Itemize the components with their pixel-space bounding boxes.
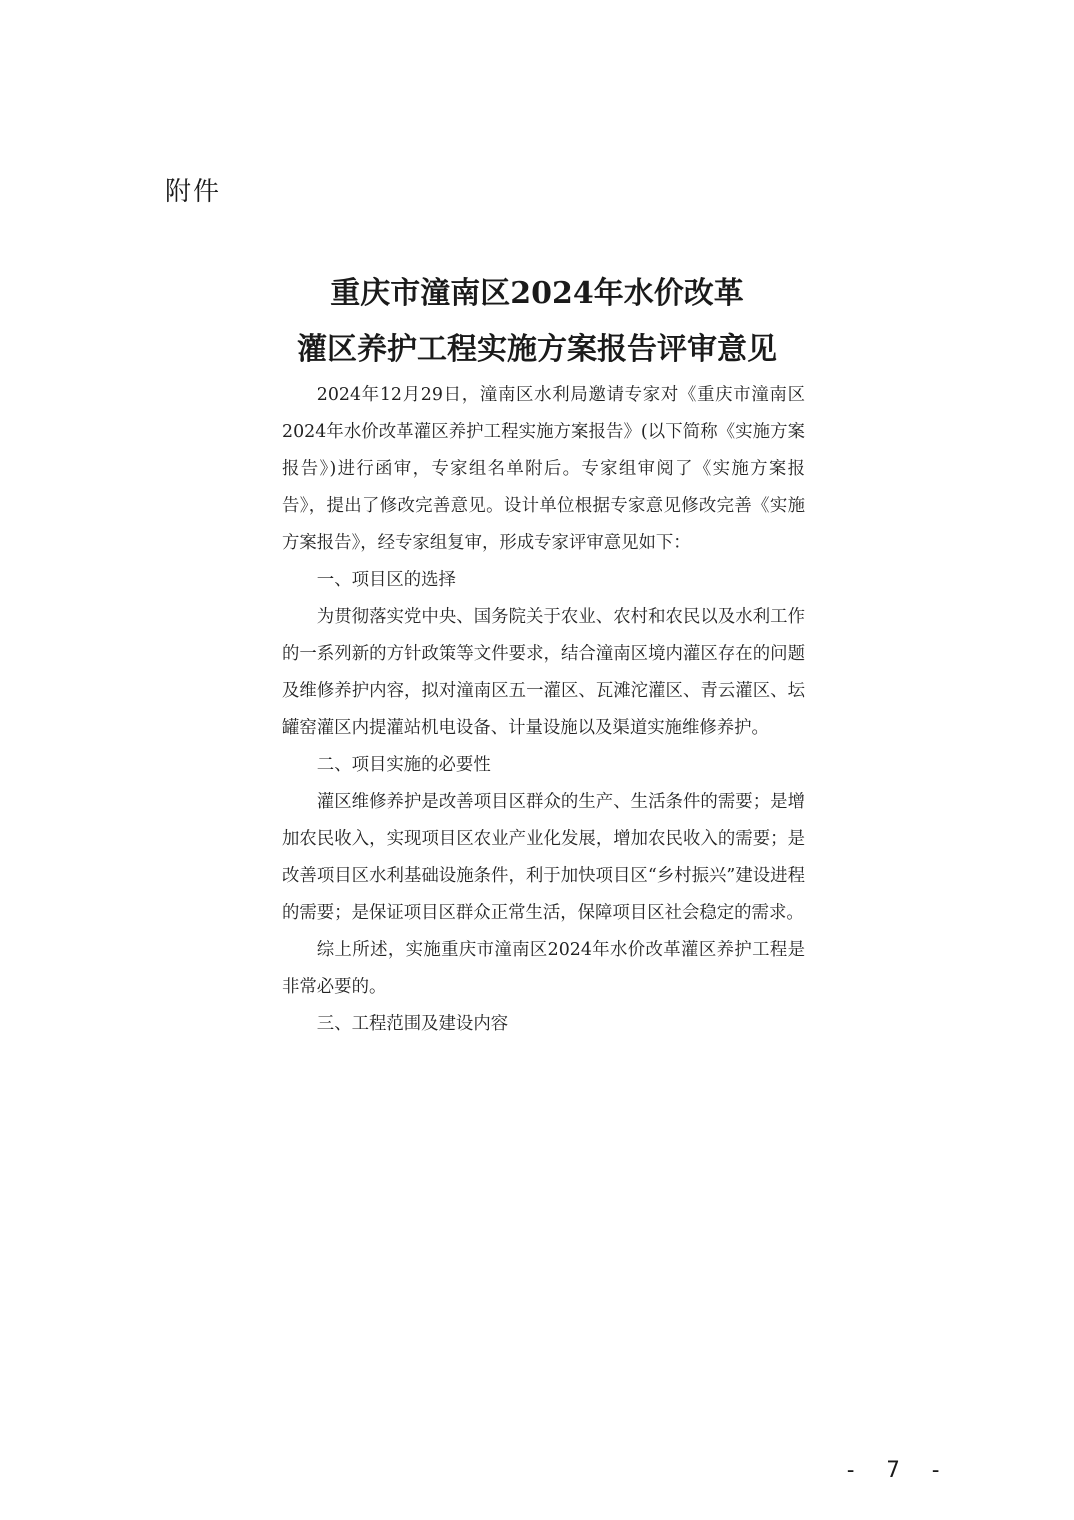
intro-paragraph: 2024年12月29日，潼南区水利局邀请专家对《重庆市潼南区2024年水价改革灌区养护工程实施方案报告》(以下简称《实施方案报告》)进行函审，专家组名单附后。专家组审阅了《实施方案报告》，提出了修改完善意见。设计单位根据专家意见修改完善《实施方案报告》，经专家组复审，形成专家评审意见如下：	[282, 385, 805, 553]
attachment-label: 附件	[165, 177, 222, 207]
document-title-line-2: 灌区养护工程实施方案报告评审意见	[297, 332, 777, 367]
conclusion-paragraph: 综上所述，实施重庆市潼南区2024年水价改革灌区养护工程是非常必要的。	[282, 940, 805, 997]
page-number: - 7 -	[844, 1458, 951, 1483]
section-2-paragraph: 灌区维修养护是改善项目区群众的生产、生活条件的需要；是增加农民收入，实现项目区农业产业化发展，增加农民收入的需要；是改善项目区水利基础设施条件，利于加快项目区“乡村振兴”建设进程的需要；是保证项目区群众正常生活，保障项目区社会稳定的需求。	[282, 792, 805, 923]
section-1-heading: 一、项目区的选择	[316, 570, 456, 590]
section-2-heading: 二、项目实施的必要性	[316, 755, 491, 775]
section-3-heading: 三、工程范围及建设内容	[316, 1014, 509, 1034]
document-body	[282, 377, 805, 1043]
section-1-paragraph: 为贯彻落实党中央、国务院关于农业、农村和农民以及水利工作的一系列新的方针政策等文件要求，结合潼南区境内灌区存在的问题及维修养护内容，拟对潼南区五一灌区、瓦滩沱灌区、青云灌区、坛罐窑灌区内提灌站机电设备、计量设施以及渠道实施维修养护。	[282, 607, 805, 738]
document-title-line-1: 重庆市潼南区2024年水价改革	[330, 276, 744, 311]
